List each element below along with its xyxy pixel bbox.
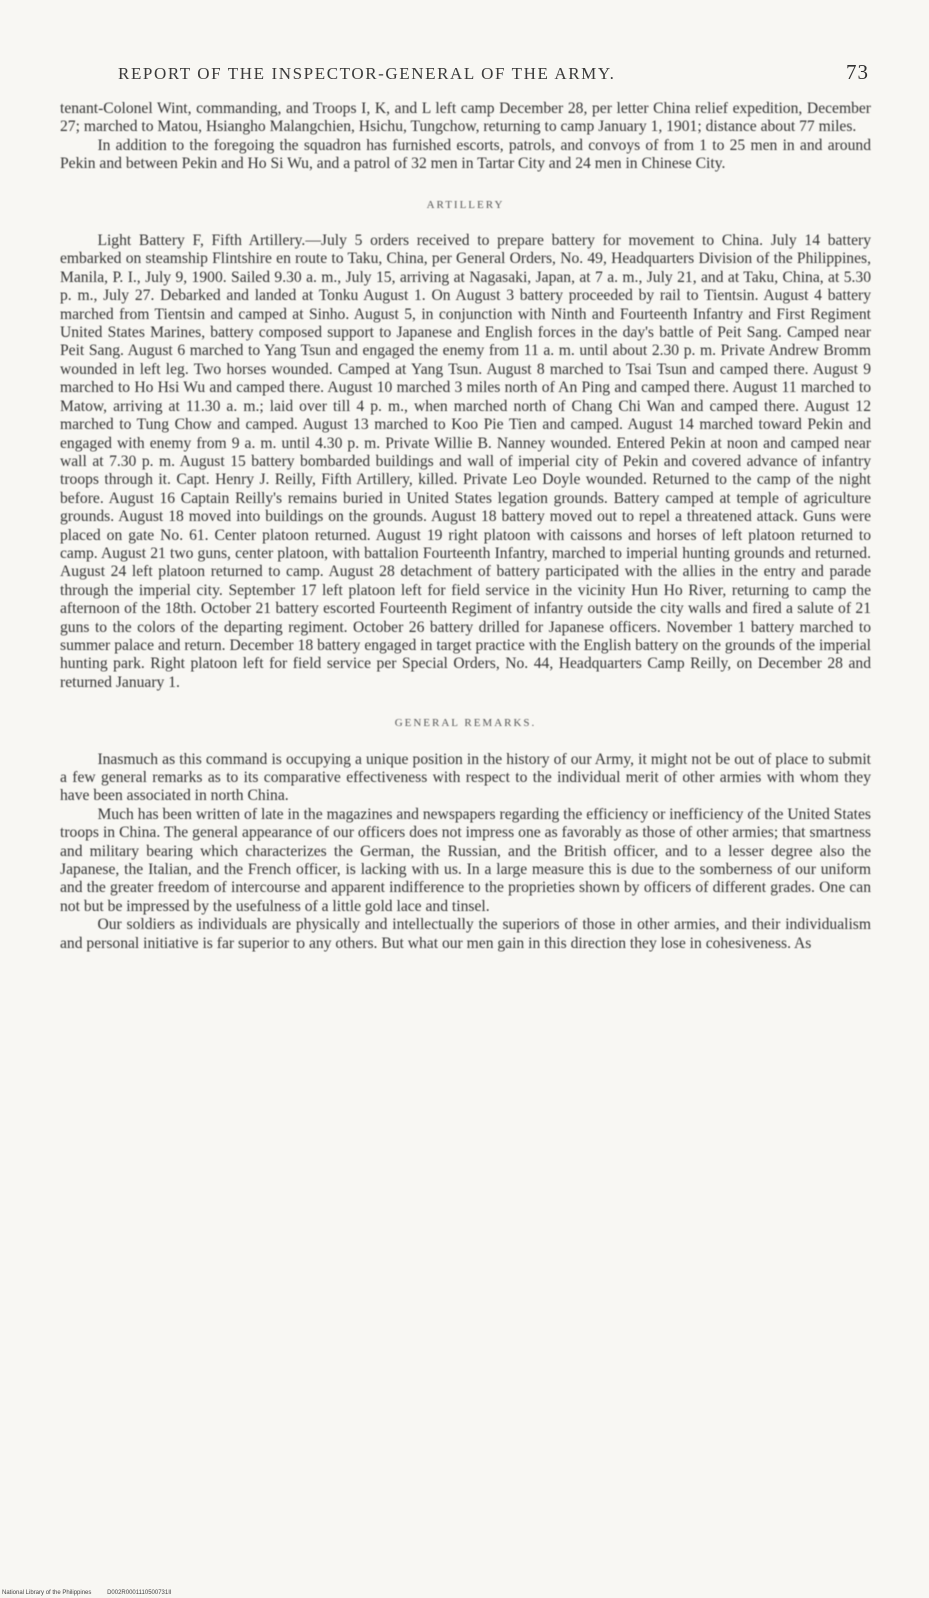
section-heading-artillery: ARTILLERY [426, 198, 505, 211]
paragraph-unique-position: Inasmuch as this command is occupying a unique position in the history of our Army, it might not be out of place to submit a few general remarks as to its comparative effectiveness with respect to the individual merit of other armies with whom they have been associated in north China. [60, 750, 871, 805]
paragraph-efficiency: Much has been written of late in the magazines and newspapers regarding the efficiency or inefficiency of the United States troops in China. The general appearance of our officers does not impress one as favorably as those of other armies; that smartness and military bearing which characterizes the German, the Russian, and the British officer, and to a lesser degree also the Japanese, the Italian, and the French officer, is lacking with us. In a large measure this is due to the somberness of our uniform and the greater freedom of intercourse and apparent indifference to the proprieties shown by officers of different grades. One can not but be impressed by the usefulness of a little gold lace and tinsel. [60, 805, 871, 915]
paragraph-soldiers: Our soldiers as individuals are physically and intellectually the superiors of those in other armies, and their individualism and personal initiative is far superior to any others. But what our men gain in this direction they lose in cohesiveness. As [60, 916, 871, 952]
scan-credit [2, 1590, 186, 1596]
library-name: National Library of the Philippines [2, 1590, 92, 1596]
scan-identifier: D002R0001110500731II [107, 1590, 172, 1596]
running-title: REPORT OF THE INSPECTOR-GENERAL OF THE ARMY. [118, 64, 616, 83]
paragraph-escorts: In addition to the foregoing the squadron has furnished escorts, patrols, and convoys of from 1 to 25 men in and around Pekin and between Pekin and Ho Si Wu, and a patrol of 32 men in Tartar City and 24 men in Chinese City. [60, 136, 871, 173]
page-number: 73 [846, 60, 869, 84]
paragraph-light-battery: Light Battery F, Fifth Artillery.—July 5 orders received to prepare battery for movement to China. July 14 battery embarked on steamship Flintshire en route to Taku, China, per General Orders, No. 49, Headquarters Division of the Philippines, Manila, P. I., July 9, 1900. Sailed 9.30 a. m., July 15, arriving at Nagasaki, Japan, at 7 a. m., July 21, and at Taku, China, at 5.30 p. m., July 27. Debarked and landed at Tonku August 1. On August 3 battery proceeded by rail to Tientsin. August 4 battery marched from Tientsin and camped at Sinho. August 5, in conjunction with Ninth and Fourteenth Infantry and First Regiment United States Marines, battery composed support to Japanese and English forces in the day's battle of Peit Sang. Camped near Peit Sang. August 6 marched to Yang Tsun and engaged the enemy from 11 a. m. until about 2.30 p. m. Private Andrew Bromm wounded in left leg. Two horses wounded. Camped at Yang Tsun. August 8 marched to Tsai Tsun and camped there. August 9 marched to Ho Hsi Wu and camped there. August 10 marched 3 miles north of An Ping and camped there. August 11 marched to Matow, arriving at 11.30 a. m.; laid over till 4 p. m., when marched north of Chang Chi Wan and camped there. August 12 marched to Tung Chow and camped. August 13 marched to Koo Pie Tien and camped. August 14 marched toward Pekin and engaged with enemy from 9 a. m. until 4.30 p. m. Private Willie B. Nanney wounded. Entered Pekin at noon and camped near wall at 7.30 p. m. August 15 battery bombarded buildings and wall of imperial city of Pekin and covered advance of infantry troops through it. Capt. Henry J. Reilly, Fifth Artillery, killed. Private Leo Doyle wounded. Returned to the camp of the night before. August 16 Captain Reilly's remains buried in United States legation grounds. Battery camped at temple of agriculture grounds. August 18 moved into buildings on the grounds. August 18 battery moved out to repel a threatened attack. Guns were placed on gate No. 61. Center platoon returned. August 19 right platoon with caissons and horses of left platoon returned to camp. August 21 two guns, center platoon, with battalion Fourteenth Infantry, marched to imperial hunting grounds and returned. August 24 left platoon returned to camp. August 28 detachment of battery participated with the allies in the entry and parade through the imperial city. September 17 left platoon left for field service in the vicinity Hun Ho River, returning to camp the afternoon of the 18th. October 21 battery escorted Fourteenth Regiment of infantry outside the city walls and fired a salute of 21 guns to the colors of the departing regiment. October 26 battery drilled for Japanese officers. November 1 battery marched to summer palace and return. December 18 battery engaged in target practice with the English battery on the grounds of the imperial hunting park. Right platoon left for field service per Special Orders, No. 44, Headquarters Camp Reilly, on December 28 and returned January 1. [60, 232, 871, 691]
body-text [60, 100, 871, 953]
paragraph-continuation: tenant-Colonel Wint, commanding, and Troops I, K, and L left camp December 28, per letter China relief expedition, December 27; marched to Matou, Hsiangho Malangchien, Hsichu, Tungchow, returning to camp January 1, 1901; distance about 77 miles. [60, 100, 871, 136]
section-heading-general-remarks: GENERAL REMARKS. [394, 717, 537, 730]
running-head [118, 60, 869, 90]
